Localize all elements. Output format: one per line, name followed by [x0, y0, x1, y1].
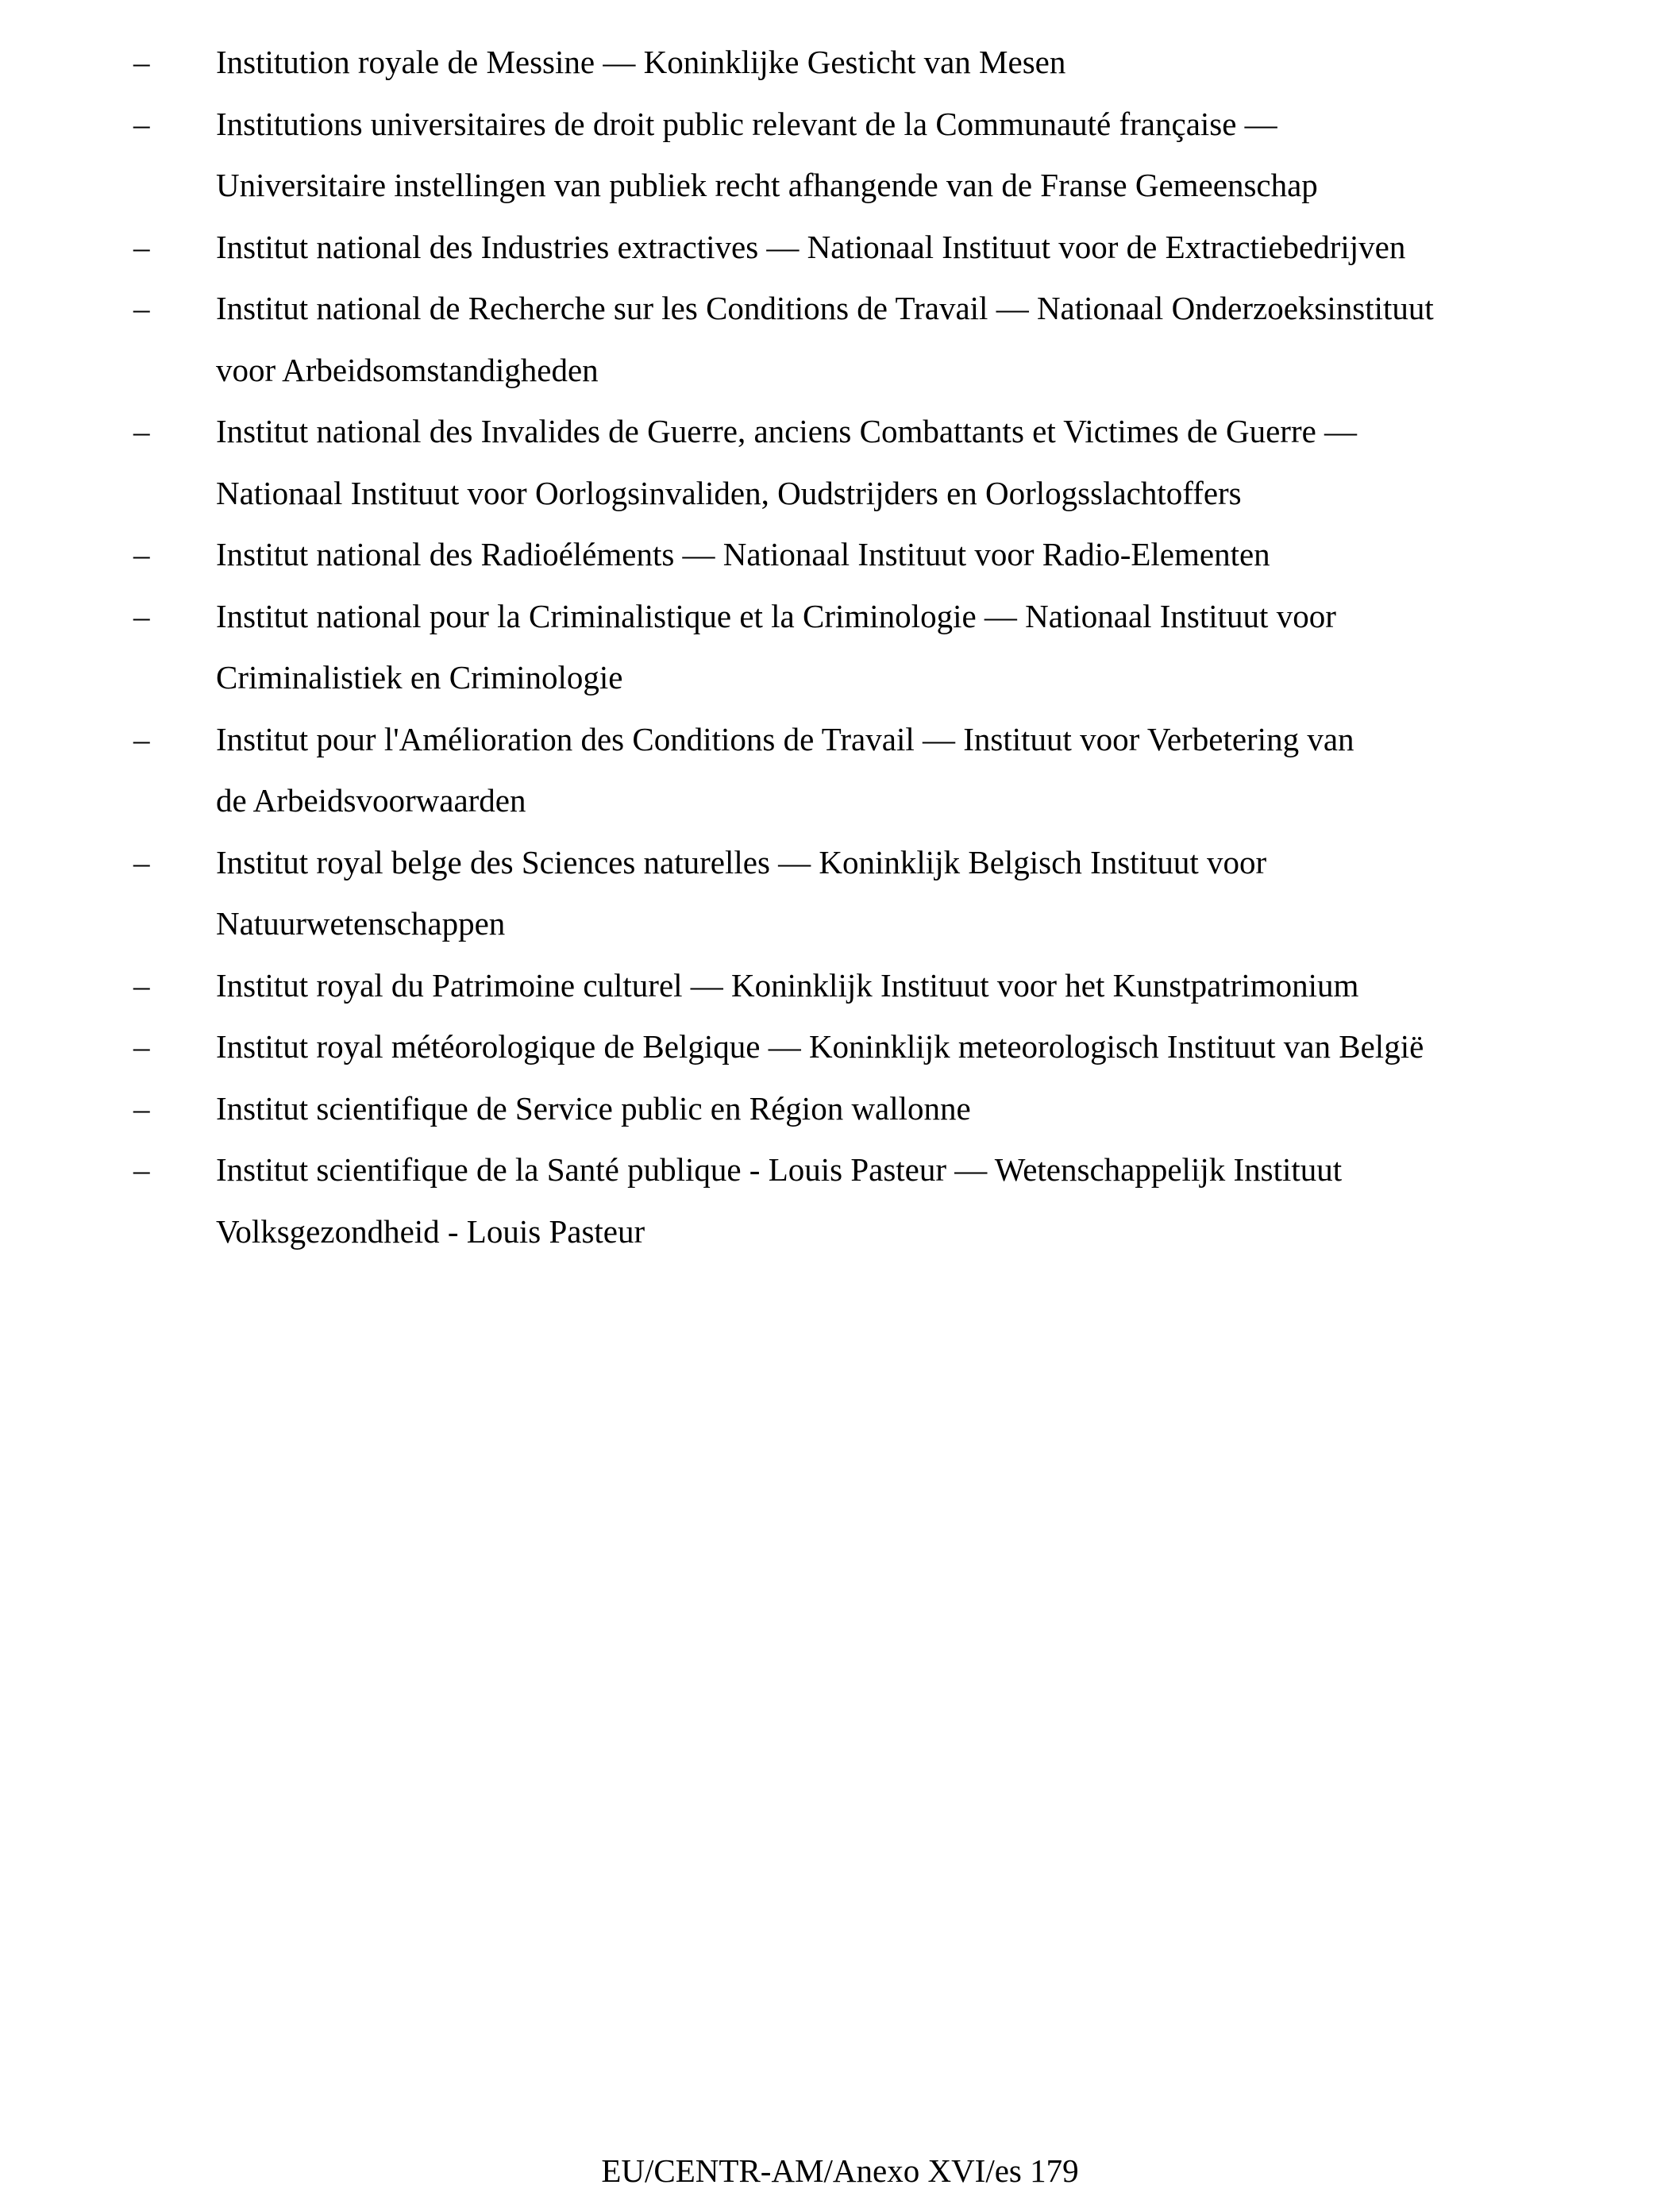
list-bullet-dash: –: [133, 1089, 150, 1127]
list-item: [0, 832, 1680, 955]
list-item: [0, 524, 1680, 586]
list-bullet-dash: –: [133, 228, 150, 265]
list-item-line: Institut national pour la Criminalistique et la Criminologie — Nationaal Instituut voor: [216, 597, 1336, 634]
list-item-text: [216, 955, 1566, 1017]
list-bullet-dash: –: [133, 105, 150, 142]
list-bullet-dash: –: [133, 1151, 150, 1188]
list-item-line: Institut scientifique de la Santé publique - Louis Pasteur — Wetenschappelijk Instituut: [216, 1151, 1343, 1188]
list-item: [0, 32, 1680, 94]
list-item-line: Institut national des Invalides de Guerre, anciens Combattants et Victimes de Guerre —: [216, 413, 1358, 449]
list-item-line: Natuurwetenschappen: [216, 905, 506, 942]
list-item-line: Institut royal météorologique de Belgique — Koninklijk meteorologisch Instituut van België: [216, 1028, 1424, 1065]
list-bullet-dash: –: [133, 290, 150, 326]
list-item-line: Institut scientifique de Service public en Région wallonne: [216, 1089, 971, 1127]
list-item-text: [216, 401, 1566, 524]
list-item-line: Institut national des Industries extractives — Nationaal Instituut voor de Extractiebedrijven: [216, 228, 1406, 265]
list-item-line: Institut royal belge des Sciences naturelles — Koninklijk Belgisch Instituut voor: [216, 843, 1267, 880]
list-item-text: [216, 586, 1566, 709]
list-bullet-dash: –: [133, 413, 150, 449]
list-item: [0, 1139, 1680, 1262]
list-item-text: [216, 217, 1566, 279]
list-item: [0, 1016, 1680, 1078]
list-item-line: Institution royale de Messine — Koninklijke Gesticht van Mesen: [216, 44, 1066, 80]
list-item-line: Institut national des Radioéléments — Nationaal Instituut voor Radio-Elementen: [216, 536, 1270, 572]
list-item-line: Volksgezondheid - Louis Pasteur: [216, 1212, 645, 1250]
list-item: [0, 401, 1680, 524]
list-item: [0, 586, 1680, 709]
list-item-line: Nationaal Instituut voor Oorlogsinvaliden, Oudstrijders en Oorlogsslachtoffers: [216, 474, 1242, 511]
page-footer-reference: EU/CENTR-AM/Anexo XVI/es 179: [601, 2152, 1079, 2189]
list-item: [0, 1078, 1680, 1140]
list-item: [0, 709, 1680, 832]
list-item-line: voor Arbeidsomstandigheden: [216, 351, 599, 388]
list-item-line: Criminalistiek en Criminologie: [216, 659, 623, 695]
list-bullet-dash: –: [133, 720, 150, 757]
list-item-line: de Arbeidsvoorwaarden: [216, 782, 526, 819]
list-item-text: [216, 1016, 1566, 1078]
list-item-text: [216, 709, 1566, 832]
list-item-text: [216, 832, 1566, 955]
institution-list: [0, 32, 1680, 1262]
list-item-text: [216, 1078, 1566, 1140]
list-item-line: Institutions universitaires de droit public relevant de la Communauté française —: [216, 105, 1277, 142]
list-item: [0, 217, 1680, 279]
list-item: [0, 278, 1680, 401]
list-item-line: Institut pour l'Amélioration des Conditions de Travail — Instituut voor Verbetering van: [216, 720, 1354, 757]
list-item-line: Universitaire instellingen van publiek recht afhangende van de Franse Gemeenschap: [216, 167, 1318, 203]
list-item: [0, 955, 1680, 1017]
list-item: [0, 94, 1680, 217]
list-bullet-dash: –: [133, 843, 150, 880]
list-bullet-dash: –: [133, 44, 150, 80]
list-item-text: [216, 278, 1566, 401]
list-item-line: Institut national de Recherche sur les Conditions de Travail — Nationaal Onderzoeksinstituut: [216, 290, 1434, 326]
list-bullet-dash: –: [133, 1028, 150, 1065]
list-item-text: [216, 1139, 1566, 1262]
list-item-text: [216, 94, 1566, 217]
list-item-text: [216, 524, 1566, 586]
list-item-line: Institut royal du Patrimoine culturel — Koninklijk Instituut voor het Kunstpatrimonium: [216, 966, 1359, 1004]
list-bullet-dash: –: [133, 966, 150, 1004]
list-item-text: [216, 32, 1566, 94]
list-bullet-dash: –: [133, 536, 150, 572]
list-bullet-dash: –: [133, 597, 150, 634]
